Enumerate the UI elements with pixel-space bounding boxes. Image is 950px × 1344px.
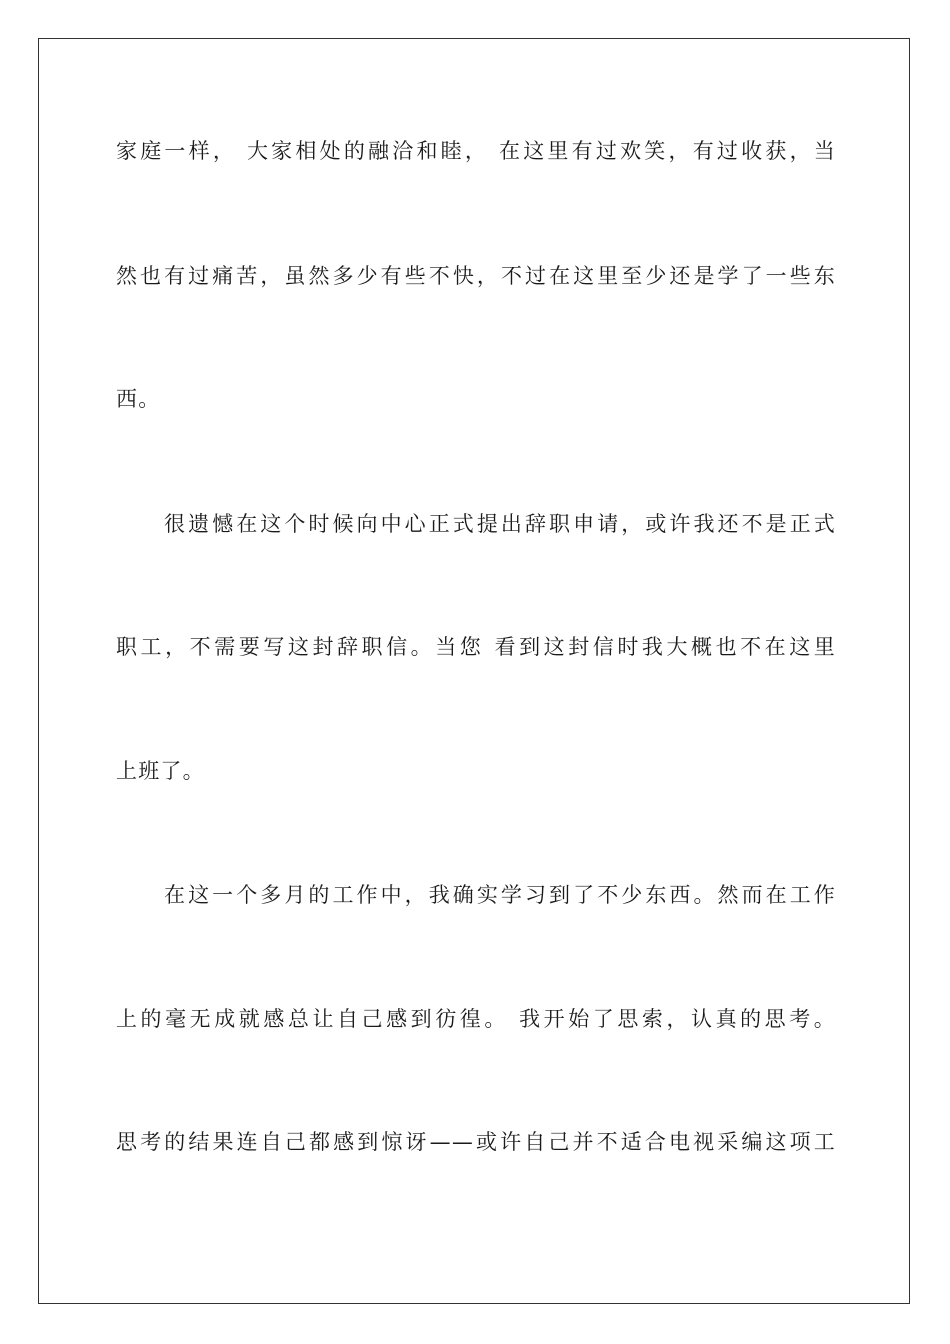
text-line-7: 在这一个多月的工作中，我确实学习到了不少东西。然而在工作 — [164, 883, 836, 907]
page-border — [38, 38, 910, 1304]
text-line-5: 职工，不需要写这封辞职信。当您 看到这封信时我大概也不在这里 — [116, 635, 836, 659]
text-line-9: 思考的结果连自己都感到惊讶——或许自己并不适合电视采编这项工 — [116, 1130, 836, 1154]
text-line-6: 上班了。 — [116, 759, 205, 783]
text-line-1: 家庭一样， 大家相处的融洽和睦， 在这里有过欢笑，有过收获，当 — [116, 139, 836, 163]
text-line-8: 上的毫无成就感总让自己感到彷徨。 我开始了思索，认真的思考。 — [116, 1007, 836, 1031]
text-line-4: 很遗憾在这个时候向中心正式提出辞职申请，或许我还不是正式 — [164, 512, 836, 536]
text-line-3: 西。 — [116, 387, 161, 411]
text-line-2: 然也有过痛苦，虽然多少有些不快，不过在这里至少还是学了一些东 — [116, 264, 836, 288]
